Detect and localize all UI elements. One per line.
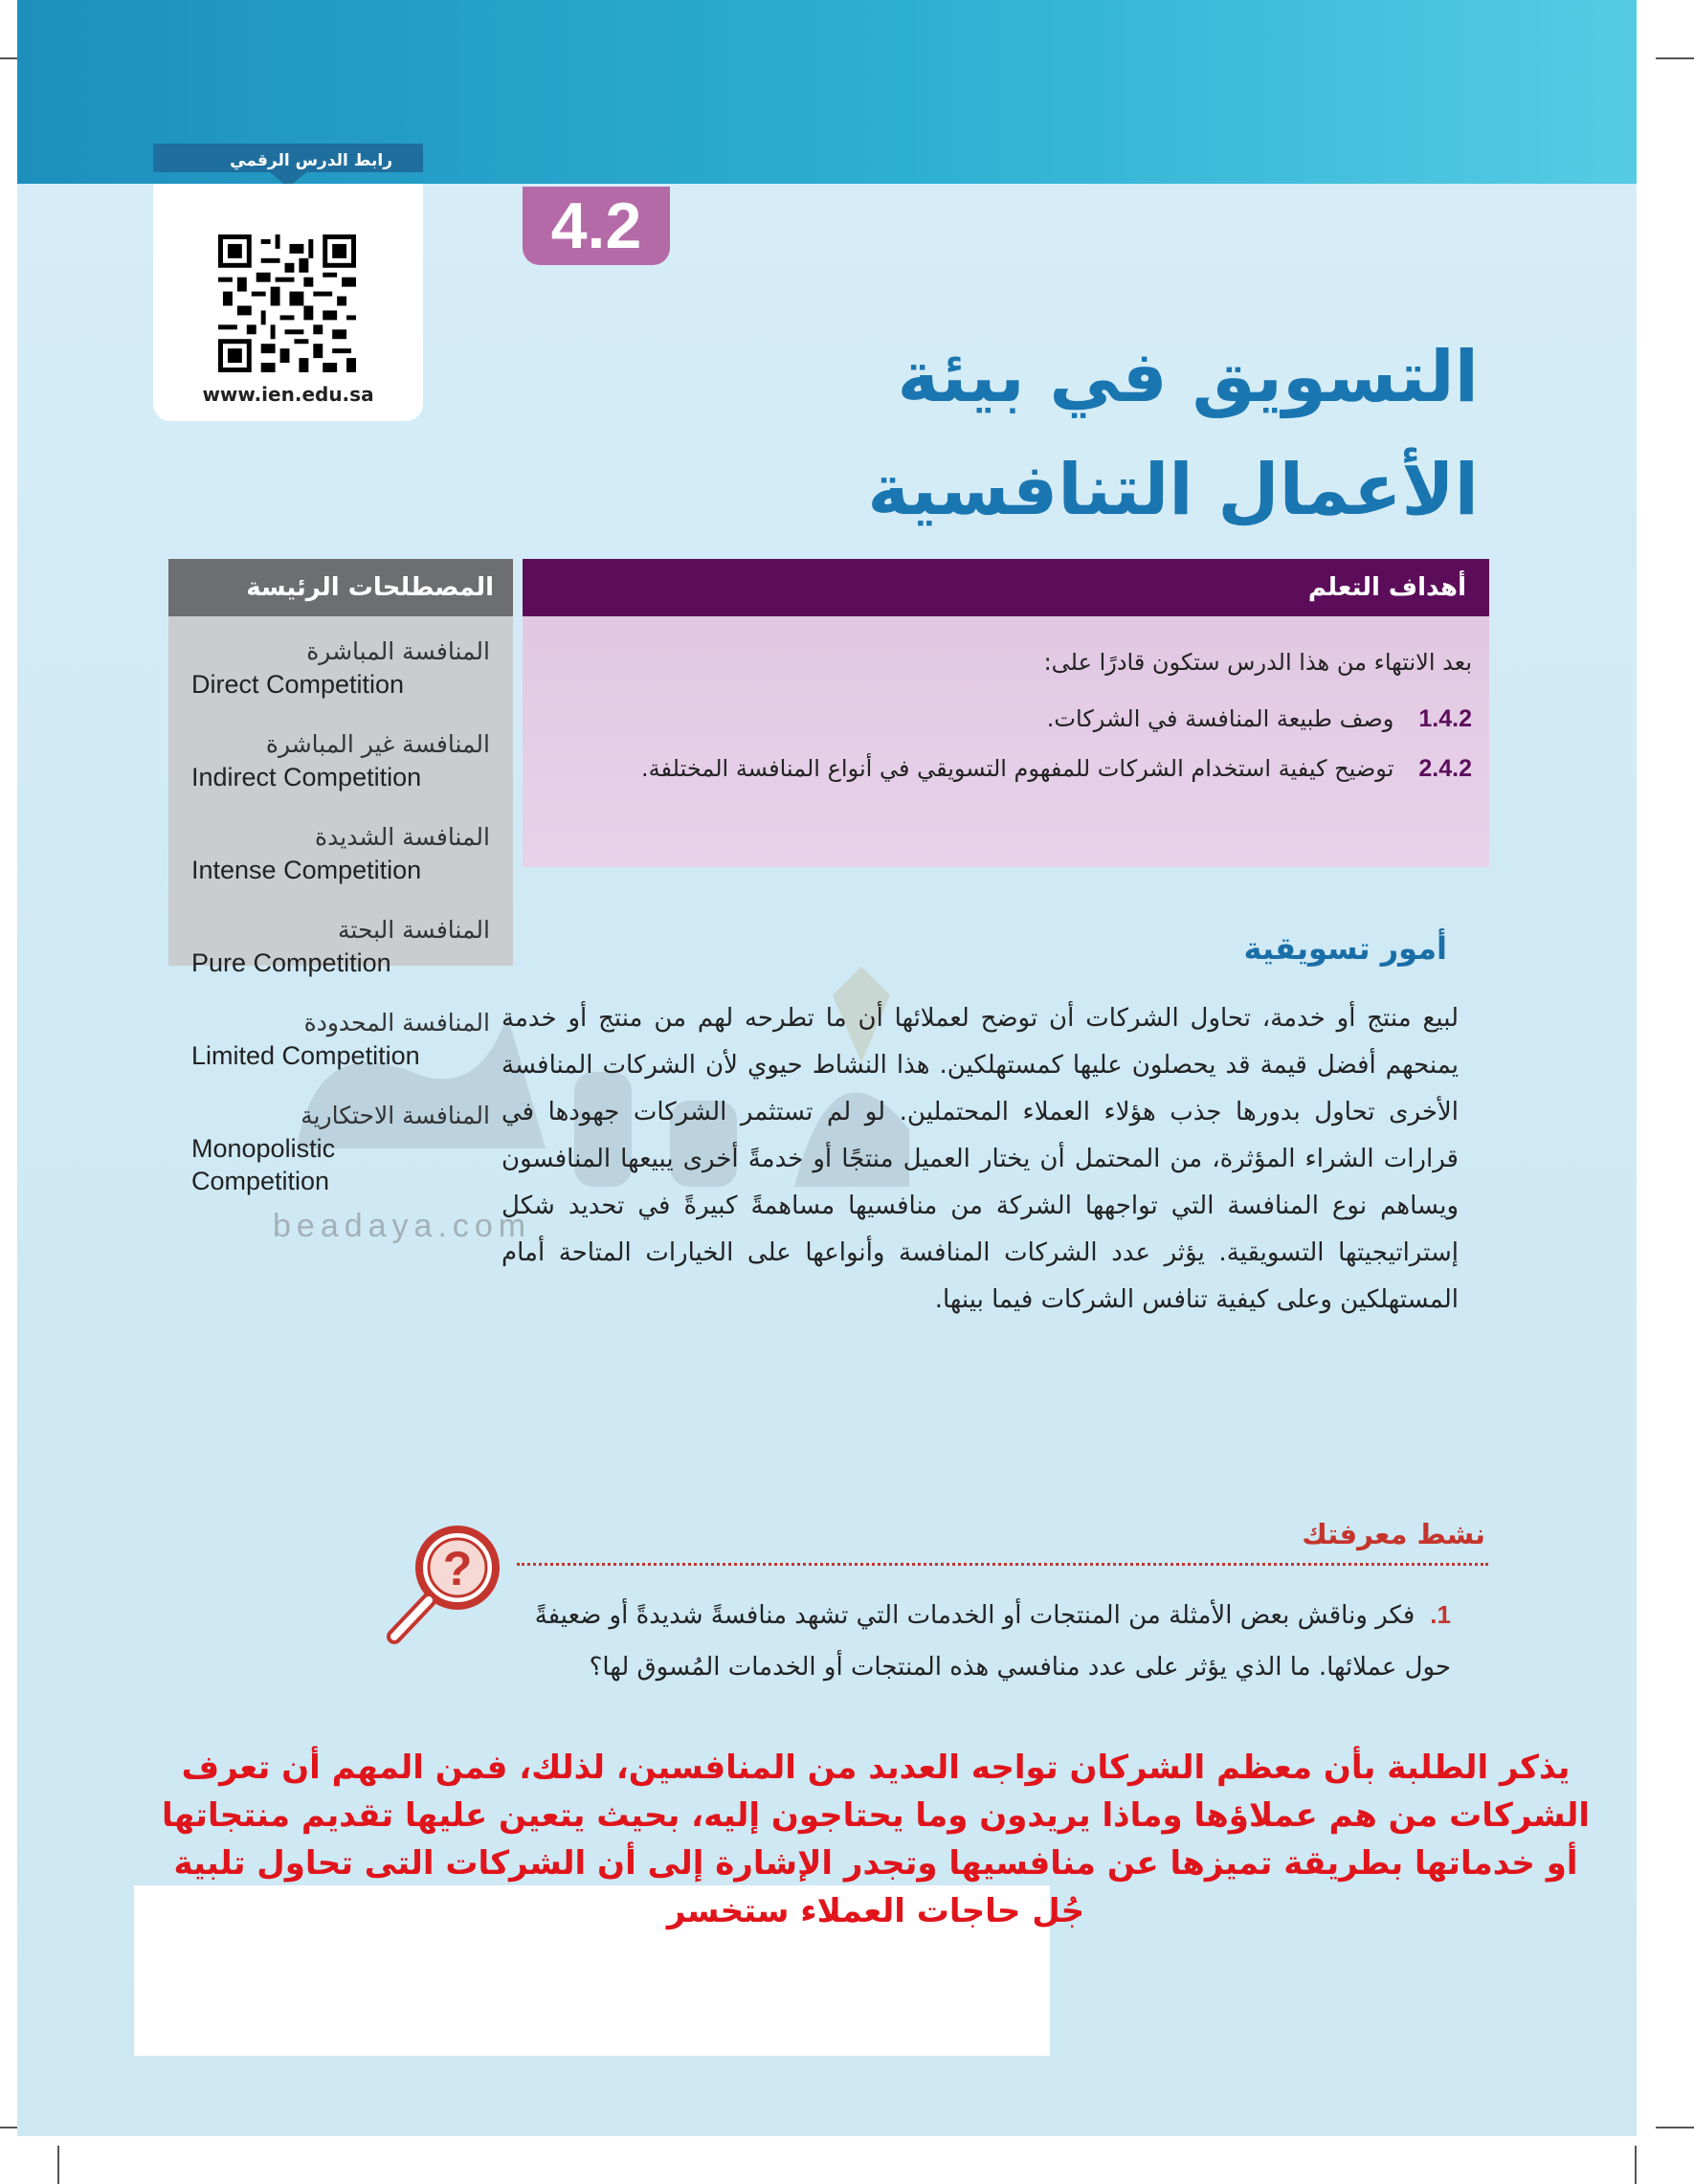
key-term <box>168 1007 513 1100</box>
crop-mark <box>1656 57 1694 59</box>
key-term-arabic: المنافسة البحتة <box>338 916 490 944</box>
magnifier-question-icon <box>379 1512 513 1665</box>
objectives-heading <box>523 559 1489 616</box>
activity-question <box>494 1589 1451 1693</box>
key-term-english: Monopolistic Competition <box>191 1134 336 1195</box>
lesson-title <box>617 321 1479 546</box>
objective-text: توضيح كيفية استخدام الشركات للمفهوم التسويقي في أنواع المنافسة المختلفة. <box>641 755 1394 782</box>
watermark-url: beadaya.com <box>273 1208 532 1244</box>
key-term-arabic: المنافسة الشديدة <box>315 823 490 851</box>
key-term-english: Indirect Competition <box>191 763 422 791</box>
objective-item <box>553 743 1472 794</box>
activity-divider <box>517 1563 1488 1566</box>
crop-mark <box>1656 2127 1694 2128</box>
qr-code-icon[interactable] <box>218 234 356 372</box>
activity-number: 1. <box>1430 1600 1451 1629</box>
activity-question-text: فكر وناقش بعض الأمثلة من المنتجات أو الخدمات التي تشهد منافسةً شديدةً أو ضعيفةً حول عملائها. ما الذي يؤثر على عدد منافسي هذه المنتجات أو الخدمات المُسوق لها؟ <box>534 1601 1451 1682</box>
objectives-intro: بعد الانتهاء من هذا الدرس ستكون قادرًا على: <box>1043 649 1472 676</box>
key-term-arabic: المنافسة المحدودة <box>303 1009 490 1036</box>
crop-mark <box>57 2146 59 2184</box>
svg-text:?: ? <box>442 1542 473 1595</box>
qr-banner-label: رابط الدرس الرقمي <box>230 151 392 170</box>
objective-item <box>553 693 1472 745</box>
key-term <box>168 821 513 914</box>
key-term-english: Limited Competition <box>191 1041 420 1070</box>
key-term <box>168 914 513 1007</box>
key-term-arabic: المنافسة المباشرة <box>306 637 490 665</box>
objective-number: 1.4.2 <box>1418 705 1472 732</box>
key-term <box>168 728 513 821</box>
answer-text: يذكر الطلبة بأن معظم الشركان تواجه العديد من المنافسين، لذلك، فمن المهم أن تعرف الشركات من هم عملاؤها وماذا يريدون وما يحتاجون إليه، بحيث يتعين عليها تقديم منتجاتها أو خدماتها بطريقة تميزها عن منافسيها وتجدر الإشارة إلى أن الشركات التى تحاول تلبية جُل حاجات العملاء ستخسر <box>161 1749 1591 1930</box>
key-term-arabic: المنافسة الاحتكارية <box>301 1102 490 1129</box>
key-term <box>168 1100 513 1195</box>
key-term <box>168 635 513 728</box>
section-paragraph: لبيع منتج أو خدمة، تحاول الشركات أن توضح لعملائها أن ما تطرحه لهم من منتج أو خدمة يمنحهم أفضل قيمة قد يحصلون عليها كمستهلكين. هذا النشاط حيوي لأن الشركات المنافسة الأخرى تحاول بدورها جذب هؤلاء العملاء المحتملين. لو لم تستثمر الشركات جهودها في قرارات الشراء المؤثرة، من المحتمل أن يختار العميل منتجًا أو خدمةً أخرى يبيعها المنافسون ويساهم نوع المنافسة التي تواجهها الشركة من منافسيها مساهمةً كبيرةً في تحديد شكل إستراتيجيتها التسويقية. يؤثر عدد الشركات المنافسة وأنواعها على الخيارات المتاحة أمام المستهلكين وعلى كيفية تنافس الشركات فيما بينها. <box>502 1004 1459 1314</box>
key-terms-heading <box>168 559 513 616</box>
qr-url[interactable]: www.ien.edu.sa <box>202 383 374 406</box>
key-term-english: Intense Competition <box>191 856 422 884</box>
lesson-title-line1: التسويق في بيئة <box>897 336 1479 418</box>
lesson-title-line2: الأعمال التنافسية <box>867 449 1479 531</box>
key-term-arabic: المنافسة غير المباشرة <box>265 730 490 758</box>
objective-number: 2.4.2 <box>1418 755 1472 782</box>
key-terms-heading-text: المصطلحات الرئيسة <box>246 573 494 602</box>
key-term-english: Pure Competition <box>191 948 391 977</box>
lesson-number-badge: 4.2 <box>523 187 670 265</box>
key-terms-list <box>168 635 513 1195</box>
activity-title: نشط معرفتك <box>1302 1518 1485 1550</box>
section-title: أمور تسويقية <box>1243 930 1447 967</box>
crop-mark <box>1635 2146 1637 2184</box>
objectives-heading-text: أهداف التعلم <box>1307 573 1466 602</box>
objective-text: وصف طبيعة المنافسة في الشركات. <box>1046 705 1394 732</box>
key-term-english: Direct Competition <box>191 670 405 699</box>
